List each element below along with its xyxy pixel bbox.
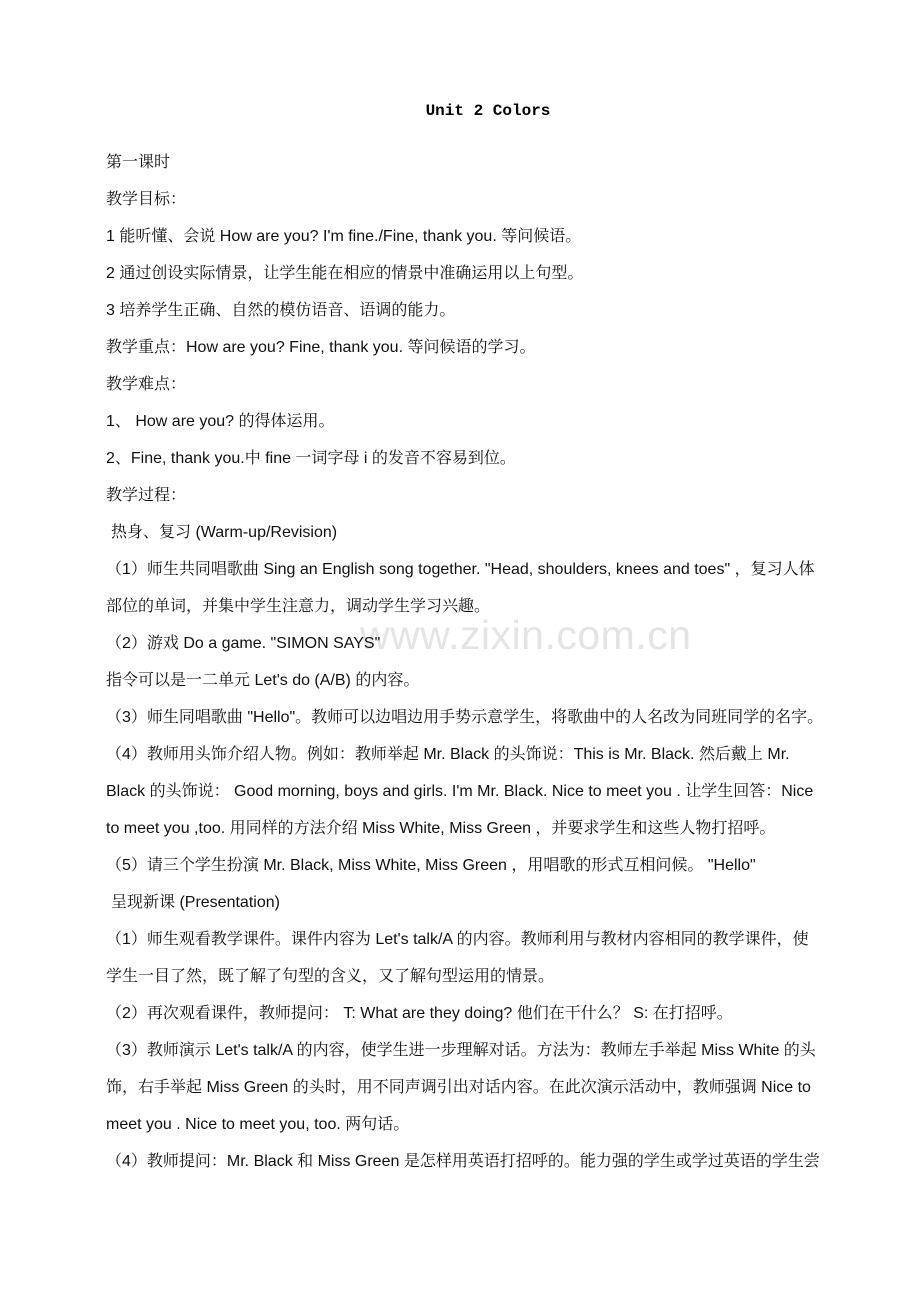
presentation-line: （2）再次观看课件，教师提问： T: What are they doing? 他们在干什么？ S: 在打招呼。: [106, 1005, 733, 1022]
warmup-line: （5）请三个学生扮演 Mr. Black, Miss White, Miss Green ，用唱歌的形式互相问候。 "Hello": [106, 857, 756, 874]
presentation-heading: 呈现新课 (Presentation): [111, 894, 280, 911]
objectives-heading: 教学目标：: [106, 191, 187, 208]
warmup-line: Black 的头饰说： Good morning, boys and girls. I'm Mr. Black. Nice to meet you . 让学生回答：Nice: [106, 783, 814, 800]
process-heading: 教学过程：: [106, 487, 187, 504]
difficulties-heading: 教学难点：: [106, 376, 187, 393]
document-body: [106, 96, 870, 1180]
warmup-line: （3）师生同唱歌曲 "Hello"。教师可以边唱边用手势示意学生，将歌曲中的人名改为同班同学的名字。: [106, 709, 824, 726]
presentation-line: 学生一目了然，既了解了句型的含义，又了解句型运用的情景。: [106, 968, 555, 985]
warmup-line: （2）游戏 Do a game. "SIMON SAYS": [106, 635, 381, 652]
warmup-line: 指令可以是一二单元 Let's do (A/B) 的内容。: [106, 672, 420, 689]
presentation-line: （4）教师提问：Mr. Black 和 Miss Green 是怎样用英语打招呼的。能力强的学生或学过英语的学生尝: [106, 1153, 820, 1170]
presentation-line: 饰，右手举起 Miss Green 的头时，用不同声调引出对话内容。在此次演示活动中，教师强调 Nice to: [106, 1079, 811, 1096]
presentation-line: （1）师生观看教学课件。课件内容为 Let's talk/A 的内容。教师利用与教材内容相同的教学课件，使: [106, 931, 809, 948]
difficulty-item: 1、 How are you? 的得体运用。: [106, 413, 335, 430]
warmup-line: to meet you ,too. 用同样的方法介绍 Miss White, Miss Green ，并要求学生和这些人物打招呼。: [106, 820, 776, 837]
warmup-line: 部位的单词，并集中学生注意力，调动学生学习兴趣。: [106, 598, 491, 615]
key-point: 教学重点：How are you? Fine, thank you. 等问候语的学习。: [106, 339, 536, 356]
objective-item: 1 能听懂、会说 How are you? I'm fine./Fine, thank you. 等问候语。: [106, 228, 582, 245]
warmup-line: （1）师生共同唱歌曲 Sing an English song together. "Head, shoulders, knees and toes" ，复习人体: [106, 561, 815, 578]
difficulty-item: 2、Fine, thank you.中 fine 一词字母 i 的发音不容易到位。: [106, 450, 516, 467]
presentation-line: （3）教师演示 Let's talk/A 的内容，使学生进一步理解对话。方法为：教师左手举起 Miss White 的头: [106, 1042, 816, 1059]
document-title: Unit 2 Colors: [425, 102, 551, 120]
objective-item: 2 通过创设实际情景，让学生能在相应的情景中准确运用以上句型。: [106, 265, 584, 282]
watermark: www.zixin.com.cn: [360, 612, 692, 658]
presentation-line: meet you . Nice to meet you, too. 两句话。: [106, 1116, 410, 1133]
warmup-line: （4）教师用头饰介绍人物。例如：教师举起 Mr. Black 的头饰说：This is Mr. Black. 然后戴上 Mr.: [106, 746, 790, 763]
lesson-period: 第一课时: [106, 154, 171, 171]
objective-item: 3 培养学生正确、自然的模仿语音、语调的能力。: [106, 302, 456, 319]
warmup-heading: 热身、复习 (Warm-up/Revision): [111, 524, 338, 541]
